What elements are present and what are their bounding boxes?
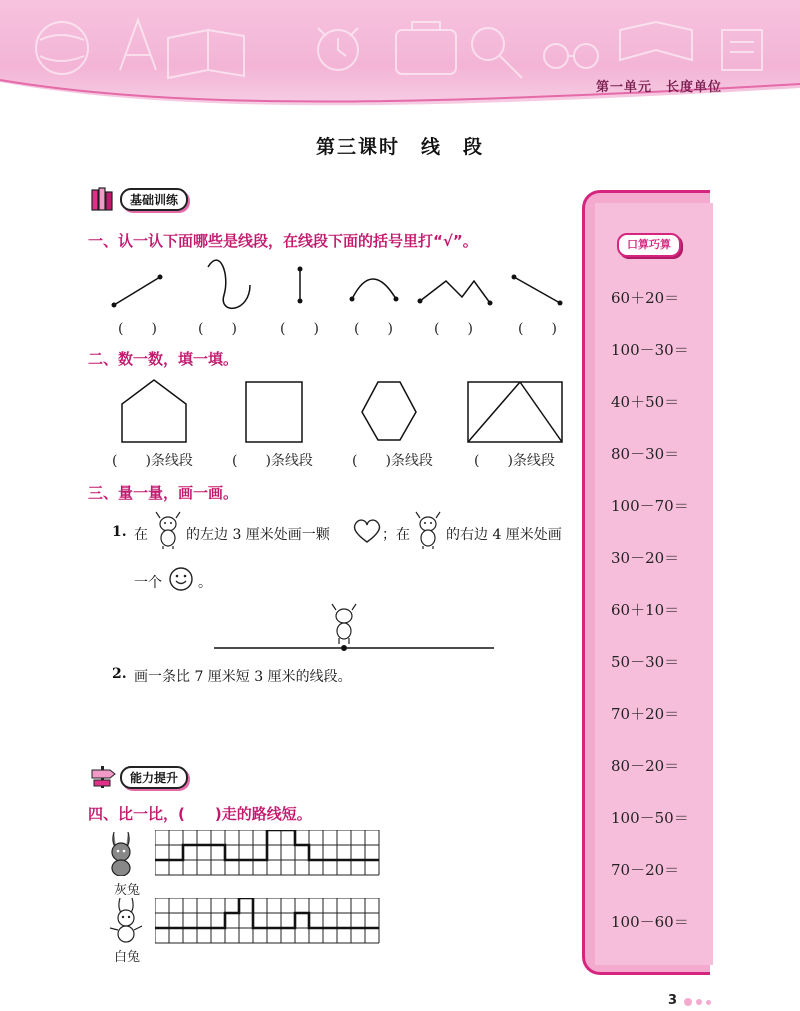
section-badge-basic [86, 188, 196, 210]
page-dot-1 [684, 998, 692, 1006]
q1-figure-arc [352, 279, 396, 299]
q2-figure-square [246, 382, 302, 442]
q3-item1-text-c: ；在 [382, 527, 410, 543]
q1-answer-paren-5[interactable]: ( ) [434, 321, 473, 337]
page-header-band [0, 0, 800, 112]
white-rabbit-route-grid [155, 898, 380, 944]
q3-item1-text-d: 的右边 4 厘米处画 [446, 527, 562, 543]
q2-answer-3[interactable]: ( )条线段 [352, 453, 433, 469]
calc-item[interactable]: 80－20＝ [611, 757, 680, 775]
goat-on-line-icon [332, 604, 356, 644]
calc-item[interactable]: 100－60＝ [611, 913, 689, 931]
q1-figures [100, 255, 580, 315]
page-dot-3 [706, 1000, 711, 1005]
q3-item2-text: 画一条比 7 厘米短 3 厘米的线段。 [134, 669, 352, 685]
white-rabbit-label: 白兔 [114, 950, 141, 965]
q3-heading: 三、量一量，画一画。 [88, 484, 239, 502]
sidebar-panel [595, 203, 713, 965]
signpost-icon [90, 764, 116, 790]
q1-heading: 一、认一认下面哪些是线段，在线段下面的括号里打“√”。 [88, 232, 478, 250]
gray-rabbit-label: 灰兔 [114, 883, 141, 898]
q1-answer-paren-4[interactable]: ( ) [354, 321, 393, 337]
q1-answer-paren-6[interactable]: ( ) [518, 321, 557, 337]
calc-item[interactable]: 60＋10＝ [611, 601, 680, 619]
q1-figure-segment-2 [514, 277, 560, 303]
smiley-icon [168, 566, 194, 592]
goat-icon [154, 510, 182, 550]
calc-item[interactable]: 100－30＝ [611, 341, 689, 359]
calc-item[interactable]: 30－20＝ [611, 549, 680, 567]
white-rabbit-icon [106, 896, 146, 946]
q3-item1-text-a: 在 [134, 527, 148, 543]
calc-item[interactable]: 70－20＝ [611, 861, 680, 879]
calc-item[interactable]: 80－30＝ [611, 445, 680, 463]
q4-heading: 四、比一比，( )走的路线短。 [88, 805, 312, 823]
q3-drawing-line[interactable] [210, 600, 500, 656]
q2-figure-divided-square [468, 382, 562, 442]
calc-item[interactable]: 50－30＝ [611, 653, 680, 671]
q1-figure-curve [208, 260, 250, 308]
q2-figures [110, 376, 580, 446]
calc-item[interactable]: 40＋50＝ [611, 393, 680, 411]
q2-figure-pentagon [122, 380, 186, 442]
q2-heading: 二、数一数，填一填。 [88, 350, 239, 368]
gray-rabbit-route-grid [155, 830, 380, 876]
goat-icon-2 [414, 510, 442, 550]
heart-icon [352, 518, 382, 544]
q1-figure-segment-1 [114, 277, 160, 305]
page-dot-2 [696, 999, 702, 1005]
calc-item[interactable]: 60＋20＝ [611, 289, 680, 307]
q1-answer-paren-1[interactable]: ( ) [118, 321, 157, 337]
q3-item1-text-f: 。 [198, 575, 212, 591]
q1-answer-paren-3[interactable]: ( ) [280, 321, 319, 337]
q2-answer-1[interactable]: ( )条线段 [112, 453, 193, 469]
q1-answer-paren-2[interactable]: ( ) [198, 321, 237, 337]
oral-calculation-sidebar [582, 190, 710, 975]
oral-calculation-badge: 口算巧算 [617, 233, 681, 257]
q3-item1-number: 1. [112, 524, 127, 540]
q2-answer-4[interactable]: ( )条线段 [474, 453, 555, 469]
section-badge-ability [86, 766, 196, 788]
q1-figure-zigzag [420, 281, 490, 303]
q3-item2-number: 2. [112, 666, 127, 682]
q2-figure-hexagon [362, 382, 416, 440]
gray-rabbit-icon [106, 830, 136, 876]
q2-answer-2[interactable]: ( )条线段 [232, 453, 313, 469]
section-badge-basic-label: 基础训练 [120, 188, 188, 211]
page-title: 第三课时 线 段 [315, 136, 484, 158]
unit-label: 第一单元 长度单位 [595, 80, 722, 95]
books-icon [90, 186, 116, 212]
section-badge-ability-label: 能力提升 [120, 766, 188, 789]
calc-item[interactable]: 70＋20＝ [611, 705, 680, 723]
calc-item[interactable]: 100－50＝ [611, 809, 689, 827]
q3-item1-text-b: 的左边 3 厘米处画一颗 [186, 527, 330, 543]
calc-item[interactable]: 100－70＝ [611, 497, 689, 515]
q3-item1-text-e: 一个 [134, 575, 162, 591]
page-number: 3 [668, 993, 678, 1008]
